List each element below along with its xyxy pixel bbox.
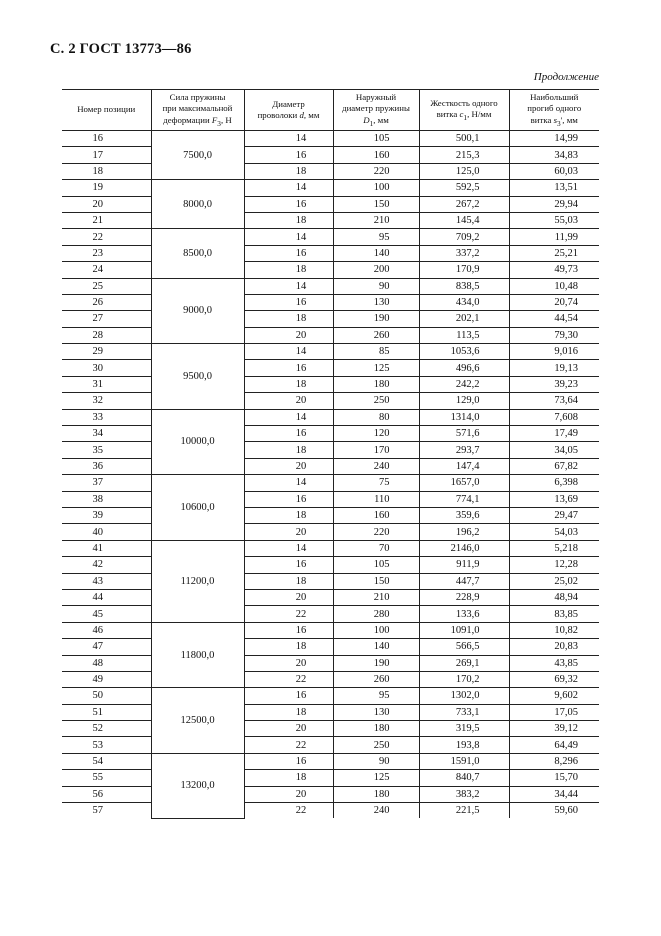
deflection-cell: 34,83 (509, 147, 599, 163)
stiffness-cell: 133,6 (419, 606, 509, 622)
position-cell: 33 (62, 409, 151, 425)
wire-diameter-cell: 18 (244, 212, 333, 228)
outer-diameter-cell: 110 (333, 491, 419, 507)
stiffness-cell: 1053,6 (419, 344, 509, 360)
outer-diameter-cell: 125 (333, 770, 419, 786)
stiffness-cell: 113,5 (419, 327, 509, 343)
wire-diameter-cell: 20 (244, 393, 333, 409)
outer-diameter-cell: 160 (333, 507, 419, 523)
outer-diameter-cell: 180 (333, 376, 419, 392)
stiffness-cell: 2146,0 (419, 540, 509, 556)
wire-diameter-cell: 18 (244, 311, 333, 327)
position-cell: 20 (62, 196, 151, 212)
wire-diameter-cell: 22 (244, 803, 333, 819)
position-cell: 56 (62, 786, 151, 802)
wire-diameter-cell: 16 (244, 491, 333, 507)
stiffness-cell: 709,2 (419, 229, 509, 245)
stiffness-cell: 566,5 (419, 639, 509, 655)
table-row (62, 426, 599, 442)
wire-diameter-cell: 20 (244, 327, 333, 343)
position-cell: 18 (62, 163, 151, 179)
position-cell: 49 (62, 671, 151, 687)
wire-diameter-cell: 16 (244, 147, 333, 163)
position-cell: 41 (62, 540, 151, 556)
table-row (62, 753, 599, 769)
position-cell: 54 (62, 753, 151, 769)
stiffness-cell: 383,2 (419, 786, 509, 802)
outer-diameter-cell: 180 (333, 721, 419, 737)
position-cell: 22 (62, 229, 151, 245)
table-row (62, 229, 599, 245)
deflection-cell: 13,69 (509, 491, 599, 507)
position-cell: 45 (62, 606, 151, 622)
wire-diameter-cell: 16 (244, 622, 333, 638)
position-cell: 16 (62, 131, 151, 147)
wire-diameter-cell: 18 (244, 770, 333, 786)
deflection-cell: 10,82 (509, 622, 599, 638)
wire-diameter-cell: 22 (244, 606, 333, 622)
position-cell: 25 (62, 278, 151, 294)
table-row (62, 557, 599, 573)
wire-diameter-cell: 16 (244, 245, 333, 261)
outer-diameter-cell: 100 (333, 622, 419, 638)
header-force: Сила пружины при максимальной деформации $F_3$, Н (151, 90, 244, 131)
wire-diameter-cell: 14 (244, 409, 333, 425)
position-cell: 31 (62, 376, 151, 392)
deflection-cell: 79,30 (509, 327, 599, 343)
position-cell: 23 (62, 245, 151, 261)
table-row (62, 671, 599, 687)
table-row (62, 589, 599, 605)
wire-diameter-cell: 20 (244, 458, 333, 474)
position-cell: 24 (62, 262, 151, 278)
stiffness-cell: 571,6 (419, 426, 509, 442)
deflection-cell: 54,03 (509, 524, 599, 540)
deflection-cell: 15,70 (509, 770, 599, 786)
table-row (62, 786, 599, 802)
table-row (62, 491, 599, 507)
stiffness-cell: 1591,0 (419, 753, 509, 769)
table-header-row (62, 90, 599, 131)
header-wire-diameter: Диаметр проволоки d, мм (244, 90, 333, 131)
position-cell: 40 (62, 524, 151, 540)
position-cell: 35 (62, 442, 151, 458)
outer-diameter-cell: 220 (333, 163, 419, 179)
stiffness-cell: 193,8 (419, 737, 509, 753)
outer-diameter-cell: 160 (333, 147, 419, 163)
deflection-cell: 49,73 (509, 262, 599, 278)
position-cell: 50 (62, 688, 151, 704)
table-row (62, 721, 599, 737)
deflection-cell: 29,47 (509, 507, 599, 523)
stiffness-cell: 1314,0 (419, 409, 509, 425)
outer-diameter-cell: 190 (333, 311, 419, 327)
header-deflection: Наибольший прогиб одного витка $s_3'$, мм (509, 90, 599, 131)
table-row (62, 294, 599, 310)
deflection-cell: 11,99 (509, 229, 599, 245)
force-cell: 9000,0 (151, 278, 244, 344)
table-row (62, 475, 599, 491)
wire-diameter-cell: 18 (244, 163, 333, 179)
wire-diameter-cell: 16 (244, 360, 333, 376)
wire-diameter-cell: 14 (244, 131, 333, 147)
deflection-cell: 14,99 (509, 131, 599, 147)
outer-diameter-cell: 200 (333, 262, 419, 278)
position-cell: 52 (62, 721, 151, 737)
table-row (62, 278, 599, 294)
deflection-cell: 73,64 (509, 393, 599, 409)
position-cell: 53 (62, 737, 151, 753)
deflection-cell: 10,48 (509, 278, 599, 294)
deflection-cell: 6,398 (509, 475, 599, 491)
table-body (62, 131, 599, 819)
table-row (62, 245, 599, 261)
outer-diameter-cell: 170 (333, 442, 419, 458)
outer-diameter-cell: 130 (333, 294, 419, 310)
deflection-cell: 44,54 (509, 311, 599, 327)
table-row (62, 196, 599, 212)
wire-diameter-cell: 20 (244, 786, 333, 802)
stiffness-cell: 228,9 (419, 589, 509, 605)
stiffness-cell: 125,0 (419, 163, 509, 179)
outer-diameter-cell: 75 (333, 475, 419, 491)
deflection-cell: 29,94 (509, 196, 599, 212)
stiffness-cell: 359,6 (419, 507, 509, 523)
deflection-cell: 20,74 (509, 294, 599, 310)
wire-diameter-cell: 18 (244, 376, 333, 392)
deflection-cell: 43,85 (509, 655, 599, 671)
deflection-cell: 7,608 (509, 409, 599, 425)
position-cell: 48 (62, 655, 151, 671)
table-row (62, 622, 599, 638)
position-cell: 47 (62, 639, 151, 655)
table-row (62, 524, 599, 540)
position-cell: 17 (62, 147, 151, 163)
wire-diameter-cell: 18 (244, 442, 333, 458)
table-row (62, 688, 599, 704)
stiffness-cell: 733,1 (419, 704, 509, 720)
outer-diameter-cell: 85 (333, 344, 419, 360)
wire-diameter-cell: 14 (244, 278, 333, 294)
deflection-cell: 20,83 (509, 639, 599, 655)
spring-parameters-table (62, 89, 599, 819)
outer-diameter-cell: 130 (333, 704, 419, 720)
table-row (62, 376, 599, 392)
table-row (62, 655, 599, 671)
wire-diameter-cell: 16 (244, 294, 333, 310)
wire-diameter-cell: 16 (244, 753, 333, 769)
deflection-cell: 48,94 (509, 589, 599, 605)
outer-diameter-cell: 210 (333, 589, 419, 605)
stiffness-cell: 242,2 (419, 376, 509, 392)
table-row (62, 147, 599, 163)
wire-diameter-cell: 16 (244, 557, 333, 573)
outer-diameter-cell: 90 (333, 753, 419, 769)
position-cell: 34 (62, 426, 151, 442)
force-cell: 10600,0 (151, 475, 244, 541)
position-cell: 26 (62, 294, 151, 310)
wire-diameter-cell: 14 (244, 540, 333, 556)
wire-diameter-cell: 14 (244, 475, 333, 491)
force-cell: 10000,0 (151, 409, 244, 475)
position-cell: 39 (62, 507, 151, 523)
page-header: С. 2 ГОСТ 13773—86 (50, 41, 192, 57)
outer-diameter-cell: 105 (333, 131, 419, 147)
force-cell: 8500,0 (151, 229, 244, 278)
wire-diameter-cell: 22 (244, 737, 333, 753)
table-row (62, 770, 599, 786)
table-row (62, 803, 599, 819)
stiffness-cell: 840,7 (419, 770, 509, 786)
wire-diameter-cell: 18 (244, 639, 333, 655)
table-row (62, 180, 599, 196)
position-cell: 57 (92, 805, 103, 817)
force-cell: 12500,0 (151, 688, 244, 754)
outer-diameter-cell: 240 (333, 458, 419, 474)
wire-diameter-cell: 20 (244, 721, 333, 737)
deflection-cell: 8,296 (509, 753, 599, 769)
outer-diameter-cell: 260 (333, 327, 419, 343)
outer-diameter-cell: 220 (333, 524, 419, 540)
position-cell: 43 (62, 573, 151, 589)
stiffness-cell: 319,5 (419, 721, 509, 737)
header-position: Номер позиции (62, 90, 151, 131)
table-row (62, 442, 599, 458)
deflection-cell: 64,49 (509, 737, 599, 753)
table-row (62, 163, 599, 179)
position-cell: 28 (62, 327, 151, 343)
stiffness-cell: 293,7 (419, 442, 509, 458)
table-row (62, 327, 599, 343)
stiffness-cell: 147,4 (419, 458, 509, 474)
position-cell: 30 (62, 360, 151, 376)
deflection-cell: 17,05 (509, 704, 599, 720)
deflection-cell: 39,12 (509, 721, 599, 737)
outer-diameter-cell: 240 (333, 803, 419, 819)
stiffness-cell: 1091,0 (419, 622, 509, 638)
table-row (62, 344, 599, 360)
deflection-cell: 83,85 (509, 606, 599, 622)
deflection-cell: 19,13 (509, 360, 599, 376)
outer-diameter-cell: 260 (333, 671, 419, 687)
stiffness-cell: 496,6 (419, 360, 509, 376)
continuation-label: Продолжение (533, 71, 599, 83)
deflection-cell: 60,03 (509, 163, 599, 179)
header-outer-diameter: Наружный диаметр пружины $D_1$, мм (333, 90, 419, 131)
position-cell: 38 (62, 491, 151, 507)
table-row (62, 540, 599, 556)
stiffness-cell: 911,9 (419, 557, 509, 573)
wire-diameter-cell: 20 (244, 524, 333, 540)
stiffness-cell: 202,1 (419, 311, 509, 327)
table-row (62, 262, 599, 278)
wire-diameter-cell: 18 (244, 262, 333, 278)
force-cell: 13200,0 (151, 753, 244, 818)
position-cell: 42 (62, 557, 151, 573)
wire-diameter-cell: 14 (244, 344, 333, 360)
table-row (62, 360, 599, 376)
deflection-cell: 25,21 (509, 245, 599, 261)
stiffness-cell: 215,3 (419, 147, 509, 163)
position-cell: 46 (62, 622, 151, 638)
outer-diameter-cell: 140 (333, 245, 419, 261)
wire-diameter-cell: 14 (244, 229, 333, 245)
deflection-cell: 13,51 (509, 180, 599, 196)
deflection-cell: 59,60 (509, 803, 599, 819)
force-cell: 11200,0 (151, 540, 244, 622)
deflection-cell: 34,05 (509, 442, 599, 458)
outer-diameter-cell: 250 (333, 393, 419, 409)
table-row (62, 212, 599, 228)
outer-diameter-cell: 150 (333, 573, 419, 589)
table-row (62, 704, 599, 720)
stiffness-cell: 196,2 (419, 524, 509, 540)
outer-diameter-cell: 140 (333, 639, 419, 655)
stiffness-cell: 267,2 (419, 196, 509, 212)
wire-diameter-cell: 20 (244, 589, 333, 605)
table-row (62, 409, 599, 425)
deflection-cell: 69,32 (509, 671, 599, 687)
position-cell: 29 (62, 344, 151, 360)
position-cell: 19 (62, 180, 151, 196)
outer-diameter-cell: 180 (333, 786, 419, 802)
deflection-cell: 17,49 (509, 426, 599, 442)
deflection-cell: 39,23 (509, 376, 599, 392)
wire-diameter-cell: 22 (244, 671, 333, 687)
stiffness-cell: 145,4 (419, 212, 509, 228)
outer-diameter-cell: 280 (333, 606, 419, 622)
position-cell: 32 (62, 393, 151, 409)
deflection-cell: 12,28 (509, 557, 599, 573)
stiffness-cell: 221,5 (419, 803, 509, 819)
force-cell: 9500,0 (151, 344, 244, 410)
deflection-cell: 55,03 (509, 212, 599, 228)
deflection-cell: 5,218 (509, 540, 599, 556)
wire-diameter-cell: 16 (244, 196, 333, 212)
deflection-cell: 9,602 (509, 688, 599, 704)
table-row (62, 311, 599, 327)
table-row (62, 507, 599, 523)
stiffness-cell: 129,0 (419, 393, 509, 409)
deflection-cell: 67,82 (509, 458, 599, 474)
stiffness-cell: 269,1 (419, 655, 509, 671)
force-cell: 11800,0 (151, 622, 244, 688)
outer-diameter-cell: 105 (333, 557, 419, 573)
stiffness-cell: 170,2 (419, 671, 509, 687)
wire-diameter-cell: 18 (244, 573, 333, 589)
position-cell: 55 (62, 770, 151, 786)
position-cell: 44 (62, 589, 151, 605)
outer-diameter-cell: 210 (333, 212, 419, 228)
table-row (62, 131, 599, 147)
stiffness-cell: 170,9 (419, 262, 509, 278)
table-row (62, 606, 599, 622)
stiffness-cell: 838,5 (419, 278, 509, 294)
force-cell: 8000,0 (151, 180, 244, 229)
stiffness-cell: 1302,0 (419, 688, 509, 704)
stiffness-cell: 337,2 (419, 245, 509, 261)
deflection-cell: 9,016 (509, 344, 599, 360)
outer-diameter-cell: 100 (333, 180, 419, 196)
position-cell: 37 (62, 475, 151, 491)
position-cell: 27 (62, 311, 151, 327)
table-row (62, 573, 599, 589)
stiffness-cell: 500,1 (419, 131, 509, 147)
outer-diameter-cell: 70 (333, 540, 419, 556)
wire-diameter-cell: 16 (244, 688, 333, 704)
outer-diameter-cell: 125 (333, 360, 419, 376)
table-row (62, 737, 599, 753)
stiffness-cell: 434,0 (419, 294, 509, 310)
table-row (62, 458, 599, 474)
outer-diameter-cell: 250 (333, 737, 419, 753)
wire-diameter-cell: 14 (244, 180, 333, 196)
table-row (62, 639, 599, 655)
outer-diameter-cell: 190 (333, 655, 419, 671)
stiffness-cell: 1657,0 (419, 475, 509, 491)
force-cell: 7500,0 (151, 131, 244, 180)
stiffness-cell: 774,1 (419, 491, 509, 507)
outer-diameter-cell: 150 (333, 196, 419, 212)
outer-diameter-cell: 120 (333, 426, 419, 442)
outer-diameter-cell: 90 (333, 278, 419, 294)
wire-diameter-cell: 20 (244, 655, 333, 671)
wire-diameter-cell: 18 (244, 507, 333, 523)
wire-diameter-cell: 18 (244, 704, 333, 720)
wire-diameter-cell: 16 (244, 426, 333, 442)
stiffness-cell: 592,5 (419, 180, 509, 196)
deflection-cell: 34,44 (509, 786, 599, 802)
header-stiffness: Жесткость одного витка $c_1$, Н/мм (419, 90, 509, 131)
deflection-cell: 25,02 (509, 573, 599, 589)
table-row (62, 393, 599, 409)
position-cell: 21 (62, 212, 151, 228)
outer-diameter-cell: 80 (333, 409, 419, 425)
outer-diameter-cell: 95 (333, 688, 419, 704)
position-cell: 51 (62, 704, 151, 720)
position-cell: 36 (62, 458, 151, 474)
outer-diameter-cell: 95 (333, 229, 419, 245)
stiffness-cell: 447,7 (419, 573, 509, 589)
